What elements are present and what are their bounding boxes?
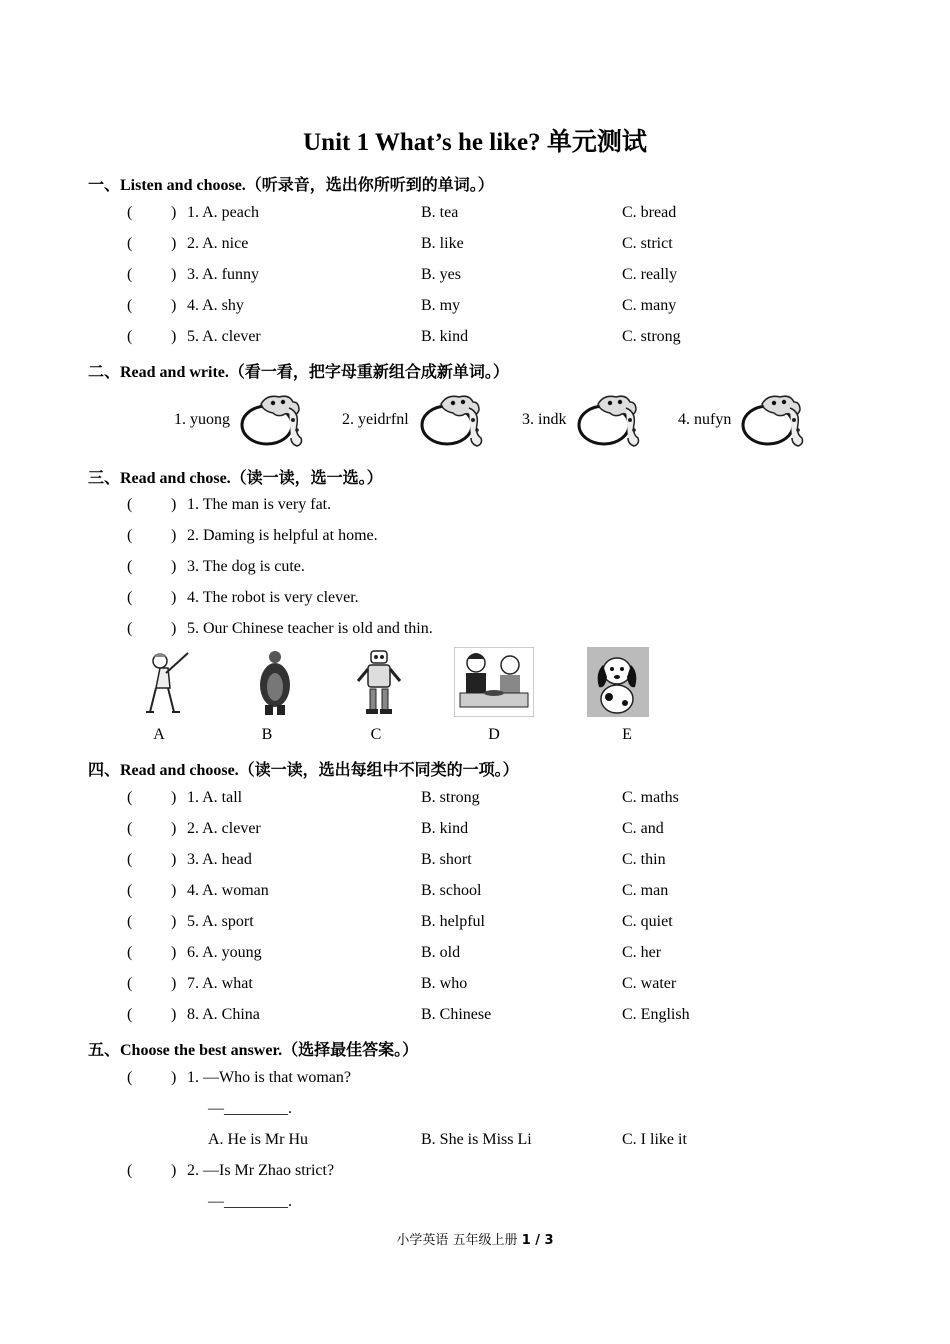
page-title: Unit 1 What’s he like? 单元测试 (303, 129, 647, 156)
answer-paren-open: ( (127, 1162, 133, 1179)
option-b: B. yes (421, 266, 461, 283)
statement-text: 5. Our Chinese teacher is old and thin. (187, 620, 433, 637)
s5-q1-options (0, 1131, 950, 1153)
answer-paren-close: ) (171, 297, 177, 314)
answer-paren-close: ) (171, 558, 177, 575)
answer-paren-open: ( (127, 589, 133, 606)
option-a: 6. A. young (187, 944, 262, 961)
answer-paren-close: ) (171, 820, 177, 837)
option-b: B. She is Miss Li (421, 1131, 532, 1148)
option-c: C. strict (622, 235, 673, 252)
option-a: 8. A. China (187, 1006, 260, 1023)
option-a: A. He is Mr Hu (208, 1131, 308, 1148)
answer-paren-open: ( (127, 1069, 133, 1086)
scrambled-word: 4. nufyn (678, 411, 732, 428)
robot-icon (351, 647, 407, 722)
option-a: 1. A. peach (187, 204, 259, 221)
answer-blank: —________. (208, 1100, 292, 1117)
old-man-with-cane-icon (140, 647, 196, 722)
answer-paren-close: ) (171, 589, 177, 606)
answer-paren-open: ( (127, 882, 133, 899)
section-2-heading: 二、Read and write.（看一看，把字母重新组合成新单词。） (88, 364, 509, 381)
scrambled-word: 2. yeidrfnl (342, 411, 409, 428)
s5-question-1 (0, 1069, 950, 1091)
option-c: C. maths (622, 789, 679, 806)
option-a: 2. A. clever (187, 820, 261, 837)
answer-paren-close: ) (171, 235, 177, 252)
listen-question-row (0, 235, 950, 257)
answer-paren-open: ( (127, 620, 133, 637)
question-text: 2. —Is Mr Zhao strict? (187, 1162, 335, 1179)
dog-icon (587, 647, 649, 722)
section-1-heading: 一、Listen and choose.（听录音，选出你所听到的单词。） (88, 177, 494, 194)
option-c: C. man (622, 882, 669, 899)
odd-one-out-row (0, 789, 950, 811)
option-c: C. strong (622, 328, 681, 345)
listen-question-row (0, 297, 950, 319)
option-c: C. and (622, 820, 664, 837)
answer-paren-open: ( (127, 913, 133, 930)
statement-row (0, 620, 950, 642)
odd-one-out-row (0, 851, 950, 873)
answer-paren-close: ) (171, 328, 177, 345)
dog-speech-bubble-icon (419, 392, 487, 453)
answer-paren-open: ( (127, 975, 133, 992)
section-3-heading: 三、Read and chose.（读一读，选一选。） (88, 470, 383, 487)
answer-paren-close: ) (171, 944, 177, 961)
answer-paren-close: ) (171, 496, 177, 513)
page-footer (0, 1229, 950, 1248)
option-b: B. school (421, 882, 482, 899)
odd-one-out-row (0, 882, 950, 904)
listen-question-row (0, 328, 950, 350)
option-c: C. her (622, 944, 662, 961)
statement-text: 4. The robot is very clever. (187, 589, 359, 606)
picture-label: E (622, 726, 632, 743)
option-a: 1. A. tall (187, 789, 243, 806)
answer-paren-open: ( (127, 527, 133, 544)
option-c: C. English (622, 1006, 690, 1023)
answer-blank: —________. (208, 1193, 292, 1210)
answer-paren-close: ) (171, 527, 177, 544)
answer-paren-open: ( (127, 266, 133, 283)
odd-one-out-row (0, 1006, 950, 1028)
listen-question-row (0, 204, 950, 226)
answer-paren-close: ) (171, 204, 177, 221)
option-c: C. water (622, 975, 677, 992)
option-c: C. I like it (622, 1131, 687, 1148)
odd-one-out-row (0, 913, 950, 935)
option-a: 2. A. nice (187, 235, 249, 252)
statement-row (0, 589, 950, 611)
option-a: 3. A. funny (187, 266, 259, 283)
option-c: C. quiet (622, 913, 673, 930)
answer-paren-open: ( (127, 328, 133, 345)
answer-paren-close: ) (171, 1006, 177, 1023)
answer-paren-close: ) (171, 266, 177, 283)
question-text: 1. —Who is that woman? (187, 1069, 351, 1086)
boys-cooking-icon (454, 647, 534, 722)
dog-speech-bubble-icon (740, 392, 808, 453)
option-b: B. helpful (421, 913, 485, 930)
answer-paren-close: ) (171, 789, 177, 806)
answer-paren-open: ( (127, 235, 133, 252)
option-b: B. like (421, 235, 464, 252)
statement-row (0, 527, 950, 549)
answer-paren-close: ) (171, 882, 177, 899)
picture-label: B (261, 726, 273, 743)
answer-paren-close: ) (171, 851, 177, 868)
option-a: 4. A. woman (187, 882, 269, 899)
fat-man-icon (255, 647, 295, 722)
answer-paren-close: ) (171, 1069, 177, 1086)
option-a: 5. A. clever (187, 328, 261, 345)
answer-paren-open: ( (127, 1006, 133, 1023)
statement-row (0, 496, 950, 518)
option-c: C. thin (622, 851, 666, 868)
s5-question-2 (0, 1162, 950, 1184)
answer-paren-open: ( (127, 820, 133, 837)
section-4-heading: 四、Read and choose.（读一读，选出每组中不同类的一项。） (88, 762, 519, 779)
answer-paren-open: ( (127, 204, 133, 221)
answer-paren-open: ( (127, 789, 133, 806)
option-c: C. many (622, 297, 677, 314)
answer-paren-open: ( (127, 944, 133, 961)
dog-speech-bubble-icon (239, 392, 307, 453)
answer-paren-close: ) (171, 620, 177, 637)
statement-text: 1. The man is very fat. (187, 496, 332, 513)
option-a: 5. A. sport (187, 913, 254, 930)
option-b: B. strong (421, 789, 480, 806)
statement-text: 3. The dog is cute. (187, 558, 305, 575)
dog-speech-bubble-icon (576, 392, 644, 453)
answer-paren-close: ) (171, 1162, 177, 1179)
option-b: B. my (421, 297, 461, 314)
answer-paren-close: ) (171, 975, 177, 992)
option-b: B. short (421, 851, 472, 868)
option-b: B. Chinese (421, 1006, 492, 1023)
odd-one-out-row (0, 975, 950, 997)
statement-row (0, 558, 950, 580)
option-a: 3. A. head (187, 851, 252, 868)
option-c: C. really (622, 266, 678, 283)
page-number: 1 / 3 (521, 1233, 554, 1248)
option-b: B. old (421, 944, 461, 961)
scrambled-word: 3. indk (522, 411, 567, 428)
statement-text: 2. Daming is helpful at home. (187, 527, 378, 544)
option-a: 4. A. shy (187, 297, 244, 314)
picture-label: C (370, 726, 382, 743)
scrambled-word: 1. yuong (174, 411, 230, 428)
option-a: 7. A. what (187, 975, 253, 992)
picture-label: A (153, 726, 165, 743)
answer-paren-open: ( (127, 851, 133, 868)
answer-paren-open: ( (127, 496, 133, 513)
option-b: B. tea (421, 204, 459, 221)
footer-text: 小学英语 五年级上册 (396, 1233, 522, 1248)
listen-question-row (0, 266, 950, 288)
option-b: B. kind (421, 820, 469, 837)
s5-q1-blank-row (0, 1100, 950, 1122)
odd-one-out-row (0, 944, 950, 966)
answer-paren-open: ( (127, 558, 133, 575)
odd-one-out-row (0, 820, 950, 842)
answer-paren-open: ( (127, 297, 133, 314)
s5-q2-blank-row (0, 1193, 950, 1215)
answer-paren-close: ) (171, 913, 177, 930)
option-c: C. bread (622, 204, 677, 221)
option-b: B. who (421, 975, 468, 992)
picture-label: D (488, 726, 500, 743)
option-b: B. kind (421, 328, 469, 345)
section-5-heading: 五、Choose the best answer.（选择最佳答案。） (88, 1042, 419, 1059)
